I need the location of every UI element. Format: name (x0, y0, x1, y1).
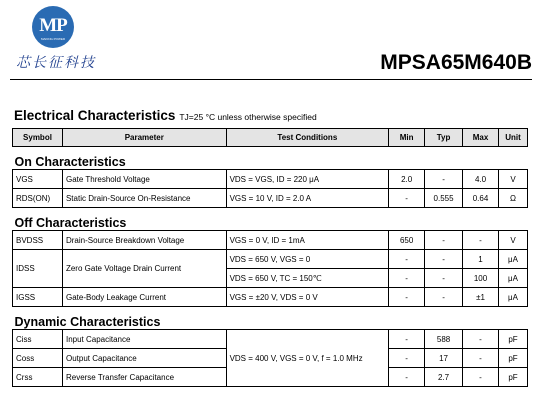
parameter-cell: Drain-Source Breakdown Voltage (62, 231, 226, 250)
conditions-cell: VDS = VGS, ID = 220 μA (226, 170, 389, 189)
table-row (13, 231, 528, 250)
parameter-cell: Reverse Transfer Capacitance (62, 368, 226, 387)
header-typ: Typ (425, 129, 463, 147)
table-row (13, 170, 528, 189)
conditions-cell: VGS = 0 V, ID = 1mA (226, 231, 389, 250)
conditions-cell: VDS = 650 V, TC = 150℃ (226, 269, 389, 288)
typ-cell: - (425, 269, 463, 288)
section-condition: TJ=25 °C unless otherwise specified (179, 112, 317, 122)
typ-cell: - (425, 288, 463, 307)
group-title: On Characteristics (13, 147, 528, 170)
unit-cell: pF (498, 349, 527, 368)
logo-text: MP (39, 15, 67, 36)
symbol-cell: Crss (13, 368, 63, 387)
parameter-cell: Zero Gate Voltage Drain Current (62, 250, 226, 288)
min-cell: - (389, 349, 425, 368)
min-cell: 2.0 (389, 170, 425, 189)
max-cell: - (463, 368, 499, 387)
header-min: Min (389, 129, 425, 147)
max-cell: 0.64 (463, 189, 499, 208)
parameter-cell: Gate Threshold Voltage (62, 170, 226, 189)
unit-cell: μA (498, 288, 527, 307)
group-title: Dynamic Characteristics (13, 307, 528, 330)
min-cell: - (389, 250, 425, 269)
min-cell: 650 (389, 231, 425, 250)
typ-cell: 588 (425, 330, 463, 349)
min-cell: - (389, 189, 425, 208)
typ-cell: 2.7 (425, 368, 463, 387)
max-cell: 100 (463, 269, 499, 288)
header-parameter: Parameter (62, 129, 226, 147)
conditions-cell: VDS = 400 V, VGS = 0 V, f = 1.0 MHz (226, 330, 389, 387)
header-symbol: Symbol (13, 129, 63, 147)
company-logo (32, 6, 74, 48)
symbol-cell: BVDSS (13, 231, 63, 250)
symbol-cell: Ciss (13, 330, 63, 349)
typ-cell: 17 (425, 349, 463, 368)
table-header-row (13, 129, 528, 147)
table-row (13, 330, 528, 349)
typ-cell: 0.555 (425, 189, 463, 208)
max-cell: 1 (463, 250, 499, 269)
typ-cell: - (425, 250, 463, 269)
parameter-cell: Static Drain-Source On-Resistance (62, 189, 226, 208)
min-cell: - (389, 330, 425, 349)
max-cell: ±1 (463, 288, 499, 307)
table-row (13, 288, 528, 307)
header-divider (10, 79, 532, 80)
parameter-cell: Input Capacitance (62, 330, 226, 349)
conditions-cell: VGS = 10 V, ID = 2.0 A (226, 189, 389, 208)
unit-cell: μA (498, 250, 527, 269)
parameter-cell: Output Capacitance (62, 349, 226, 368)
logo-subtext: MAKING POWER (40, 37, 65, 41)
symbol-cell: RDS(ON) (13, 189, 63, 208)
conditions-cell: VGS = ±20 V, VDS = 0 V (226, 288, 389, 307)
table-row (13, 250, 528, 269)
typ-cell: - (425, 231, 463, 250)
max-cell: - (463, 349, 499, 368)
max-cell: 4.0 (463, 170, 499, 189)
header-max: Max (463, 129, 499, 147)
unit-cell: V (498, 170, 527, 189)
part-number: MPSA65M640B (380, 51, 532, 74)
conditions-cell: VDS = 650 V, VGS = 0 (226, 250, 389, 269)
unit-cell: V (498, 231, 527, 250)
max-cell: - (463, 330, 499, 349)
electrical-characteristics-table (12, 128, 528, 387)
min-cell: - (389, 288, 425, 307)
brand-chinese-name: 芯长征科技 (16, 55, 96, 71)
min-cell: - (389, 368, 425, 387)
table-row (13, 189, 528, 208)
group-row-dynamic (13, 307, 528, 330)
max-cell: - (463, 231, 499, 250)
unit-cell: Ω (498, 189, 527, 208)
min-cell: - (389, 269, 425, 288)
parameter-cell: Gate-Body Leakage Current (62, 288, 226, 307)
group-title: Off Characteristics (13, 208, 528, 231)
symbol-cell: VGS (13, 170, 63, 189)
group-row-off (13, 208, 528, 231)
symbol-cell: IDSS (13, 250, 63, 288)
section-title-text: Electrical Characteristics (14, 108, 176, 123)
header-unit: Unit (498, 129, 527, 147)
unit-cell: pF (498, 330, 527, 349)
group-row-on (13, 147, 528, 170)
unit-cell: pF (498, 368, 527, 387)
unit-cell: μA (498, 269, 527, 288)
symbol-cell: IGSS (13, 288, 63, 307)
header-test-conditions: Test Conditions (226, 129, 389, 147)
symbol-cell: Coss (13, 349, 63, 368)
typ-cell: - (425, 170, 463, 189)
section-title (14, 108, 317, 123)
